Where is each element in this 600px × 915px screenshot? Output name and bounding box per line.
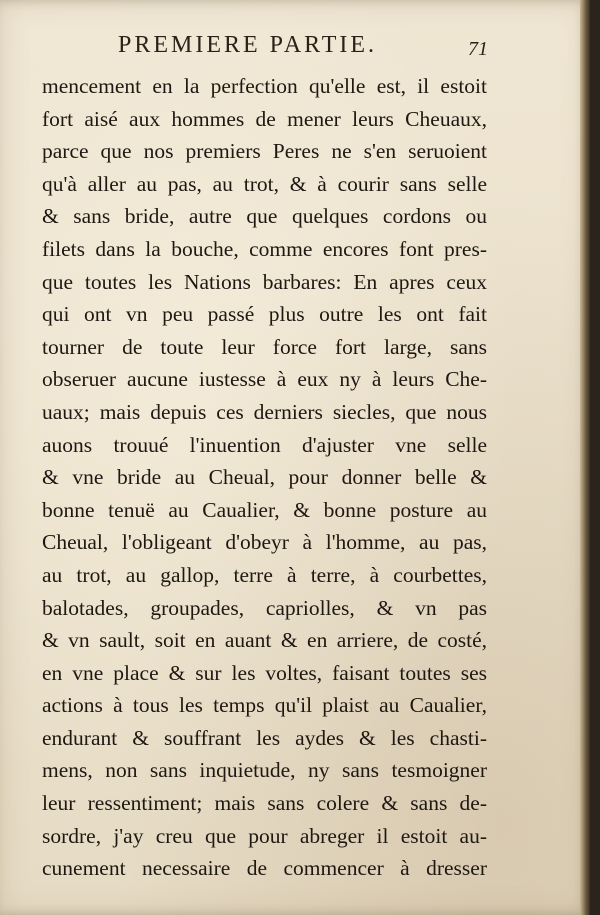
text-line: cunement necessaire de commencer à dresser bbox=[42, 856, 487, 881]
page-number: 71 bbox=[468, 38, 488, 60]
text-line: sordre, j'ay creu que pour abreger il estoit au- bbox=[42, 823, 487, 848]
text-line: filets dans la bouche, comme encores font pres- bbox=[42, 236, 487, 261]
text-line: qui ont vn peu passé plus outre les ont fait bbox=[42, 302, 487, 327]
text-line: mencement en la perfection qu'elle est, il estoit bbox=[42, 74, 487, 98]
text-line: au trot, au gallop, terre à terre, à courbettes, bbox=[42, 562, 487, 587]
page-edge-shadow bbox=[580, 0, 590, 915]
text-line: obseruer aucune iustesse à eux ny à leurs Che- bbox=[42, 367, 487, 392]
text-line: fort aisé aux hommes de mener leurs Cheuaux, bbox=[42, 106, 487, 131]
text-line: que toutes les Nations barbares: En apres ceux bbox=[42, 269, 487, 294]
text-line: & vne bride au Cheual, pour donner belle & bbox=[42, 465, 487, 490]
text-line: Cheual, l'obligeant d'obeyr à l'homme, au pas, bbox=[42, 530, 487, 555]
text-line: tourner de toute leur force fort large, sans bbox=[42, 334, 487, 359]
text-line: en vne place & sur les voltes, faisant toutes ses bbox=[42, 660, 487, 685]
text-line: uaux; mais depuis ces derniers siecles, que nous bbox=[42, 399, 487, 424]
body-text bbox=[42, 70, 487, 885]
text-line: qu'à aller au pas, au trot, & à courir sans selle bbox=[42, 171, 487, 196]
text-line: balotades, groupades, capriolles, & vn pas bbox=[42, 595, 487, 620]
text-line: bonne tenuë au Caualier, & bonne posture au bbox=[42, 497, 487, 522]
text-line: auons trouué l'inuention d'ajuster vne selle bbox=[42, 432, 487, 457]
text-line: endurant & souffrant les aydes & les chasti- bbox=[42, 725, 487, 750]
running-title: PREMIERE PARTIE. bbox=[118, 32, 378, 58]
text-line: parce que nos premiers Peres ne s'en seruoient bbox=[42, 139, 487, 164]
text-line: & vn sault, soit en auant & en arriere, de costé, bbox=[42, 628, 487, 653]
text-line: mens, non sans inquietude, ny sans tesmoigner bbox=[42, 758, 487, 783]
text-line: leur ressentiment; mais sans colere & sans de- bbox=[42, 791, 487, 816]
text-line: actions à tous les temps qu'il plaist au Caualier, bbox=[42, 693, 487, 718]
text-line: & sans bride, autre que quelques cordons ou bbox=[42, 204, 487, 229]
